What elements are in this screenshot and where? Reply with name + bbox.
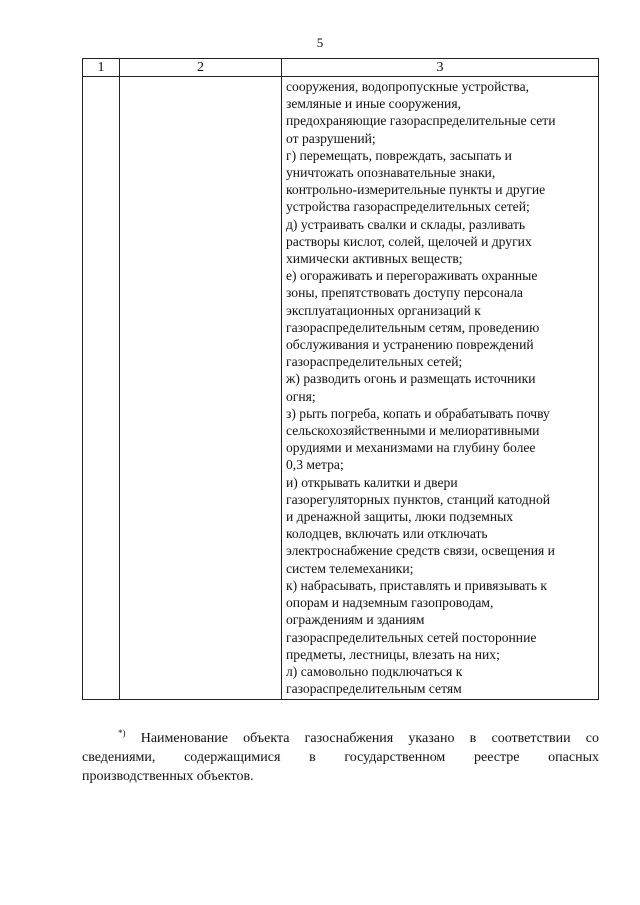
column-header-1: 1 xyxy=(83,59,120,77)
text-line: от разрушений; xyxy=(286,130,376,146)
footnote-line-1 xyxy=(82,724,599,748)
column-header-2: 2 xyxy=(120,59,282,77)
footnote-line-3: производственных объектов. xyxy=(82,769,254,784)
table-cell-col2 xyxy=(120,77,282,700)
table-cell-col3 xyxy=(282,77,599,700)
table-row xyxy=(83,77,599,700)
text-line: газораспределительных сетей; xyxy=(286,354,463,370)
text-line: газораспределительным сетям, проведению xyxy=(286,319,540,335)
text-line: 0,3 метра; xyxy=(286,457,344,473)
text-line: химически активных веществ; xyxy=(286,251,463,267)
text-line: газораспределительным сетям xyxy=(286,681,462,697)
text-line: и) открывать калитки и двери xyxy=(286,474,458,490)
text-line: опорам и надземным газопроводам, xyxy=(286,595,494,611)
text-line: земляные и иные сооружения, xyxy=(286,96,461,112)
text-line: предохраняющие газораспределительные сети xyxy=(286,113,556,129)
text-line: д) устраивать свалки и склады, разливать xyxy=(286,216,526,232)
table-header-row xyxy=(83,59,599,77)
text-line: ж) разводить огонь и размещать источники xyxy=(286,371,536,387)
text-line: электроснабжение средств связи, освещения и xyxy=(286,543,555,559)
text-line: орудиями и механизмами на глубину более xyxy=(286,440,536,456)
text-line: сооружения, водопропускные устройства, xyxy=(286,79,530,94)
text-line: обслуживания и устранению повреждений xyxy=(286,337,534,353)
text-line: газорегуляторных пунктов, станций катодной xyxy=(286,491,551,507)
requirements-table xyxy=(82,58,599,700)
text-line: предметы, лестницы, влезать на них; xyxy=(286,646,500,662)
footnote-marker: *) xyxy=(118,728,126,738)
text-line: к) набрасывать, приставлять и привязывать к xyxy=(286,577,548,593)
footnote xyxy=(82,724,599,786)
text-line: и дренажной защиты, люки подземных xyxy=(286,509,514,525)
table-cell-col1 xyxy=(83,77,120,700)
footnote-line-2: сведениями, содержащимися в государственном реестре опасных xyxy=(82,750,599,765)
text-line: л) самовольно подключаться к xyxy=(286,663,463,679)
text-line: г) перемещать, повреждать, засыпать и xyxy=(286,147,512,163)
text-line: колодцев, включать или отключать xyxy=(286,526,488,542)
text-line: ограждениям и зданиям xyxy=(286,612,425,628)
text-line: устройства газораспределительных сетей; xyxy=(286,199,530,215)
text-line: газораспределительных сетей посторонние xyxy=(286,629,537,645)
text-line: е) огораживать и перегораживать охранные xyxy=(286,268,538,284)
text-line: уничтожать опознавательные знаки, xyxy=(286,165,496,181)
text-line: зоны, препятствовать доступу персонала xyxy=(286,285,523,301)
text-line: систем телемеханики; xyxy=(286,560,414,576)
page-number: 5 xyxy=(316,35,324,50)
text-line: растворы кислот, солей, щелочей и других xyxy=(286,233,532,249)
column-header-3: 3 xyxy=(282,59,599,77)
text-line: контрольно-измерительные пункты и другие xyxy=(286,182,546,198)
text-line: огня; xyxy=(286,388,316,404)
text-line: сельскохозяйственными и мелиоративными xyxy=(286,423,540,439)
text-line: з) рыть погреба, копать и обрабатывать почву xyxy=(286,405,550,421)
text-line: эксплуатационных организаций к xyxy=(286,302,481,318)
footnote-text-1: Наименование объекта газоснабжения указано в соответствии со xyxy=(140,731,599,746)
